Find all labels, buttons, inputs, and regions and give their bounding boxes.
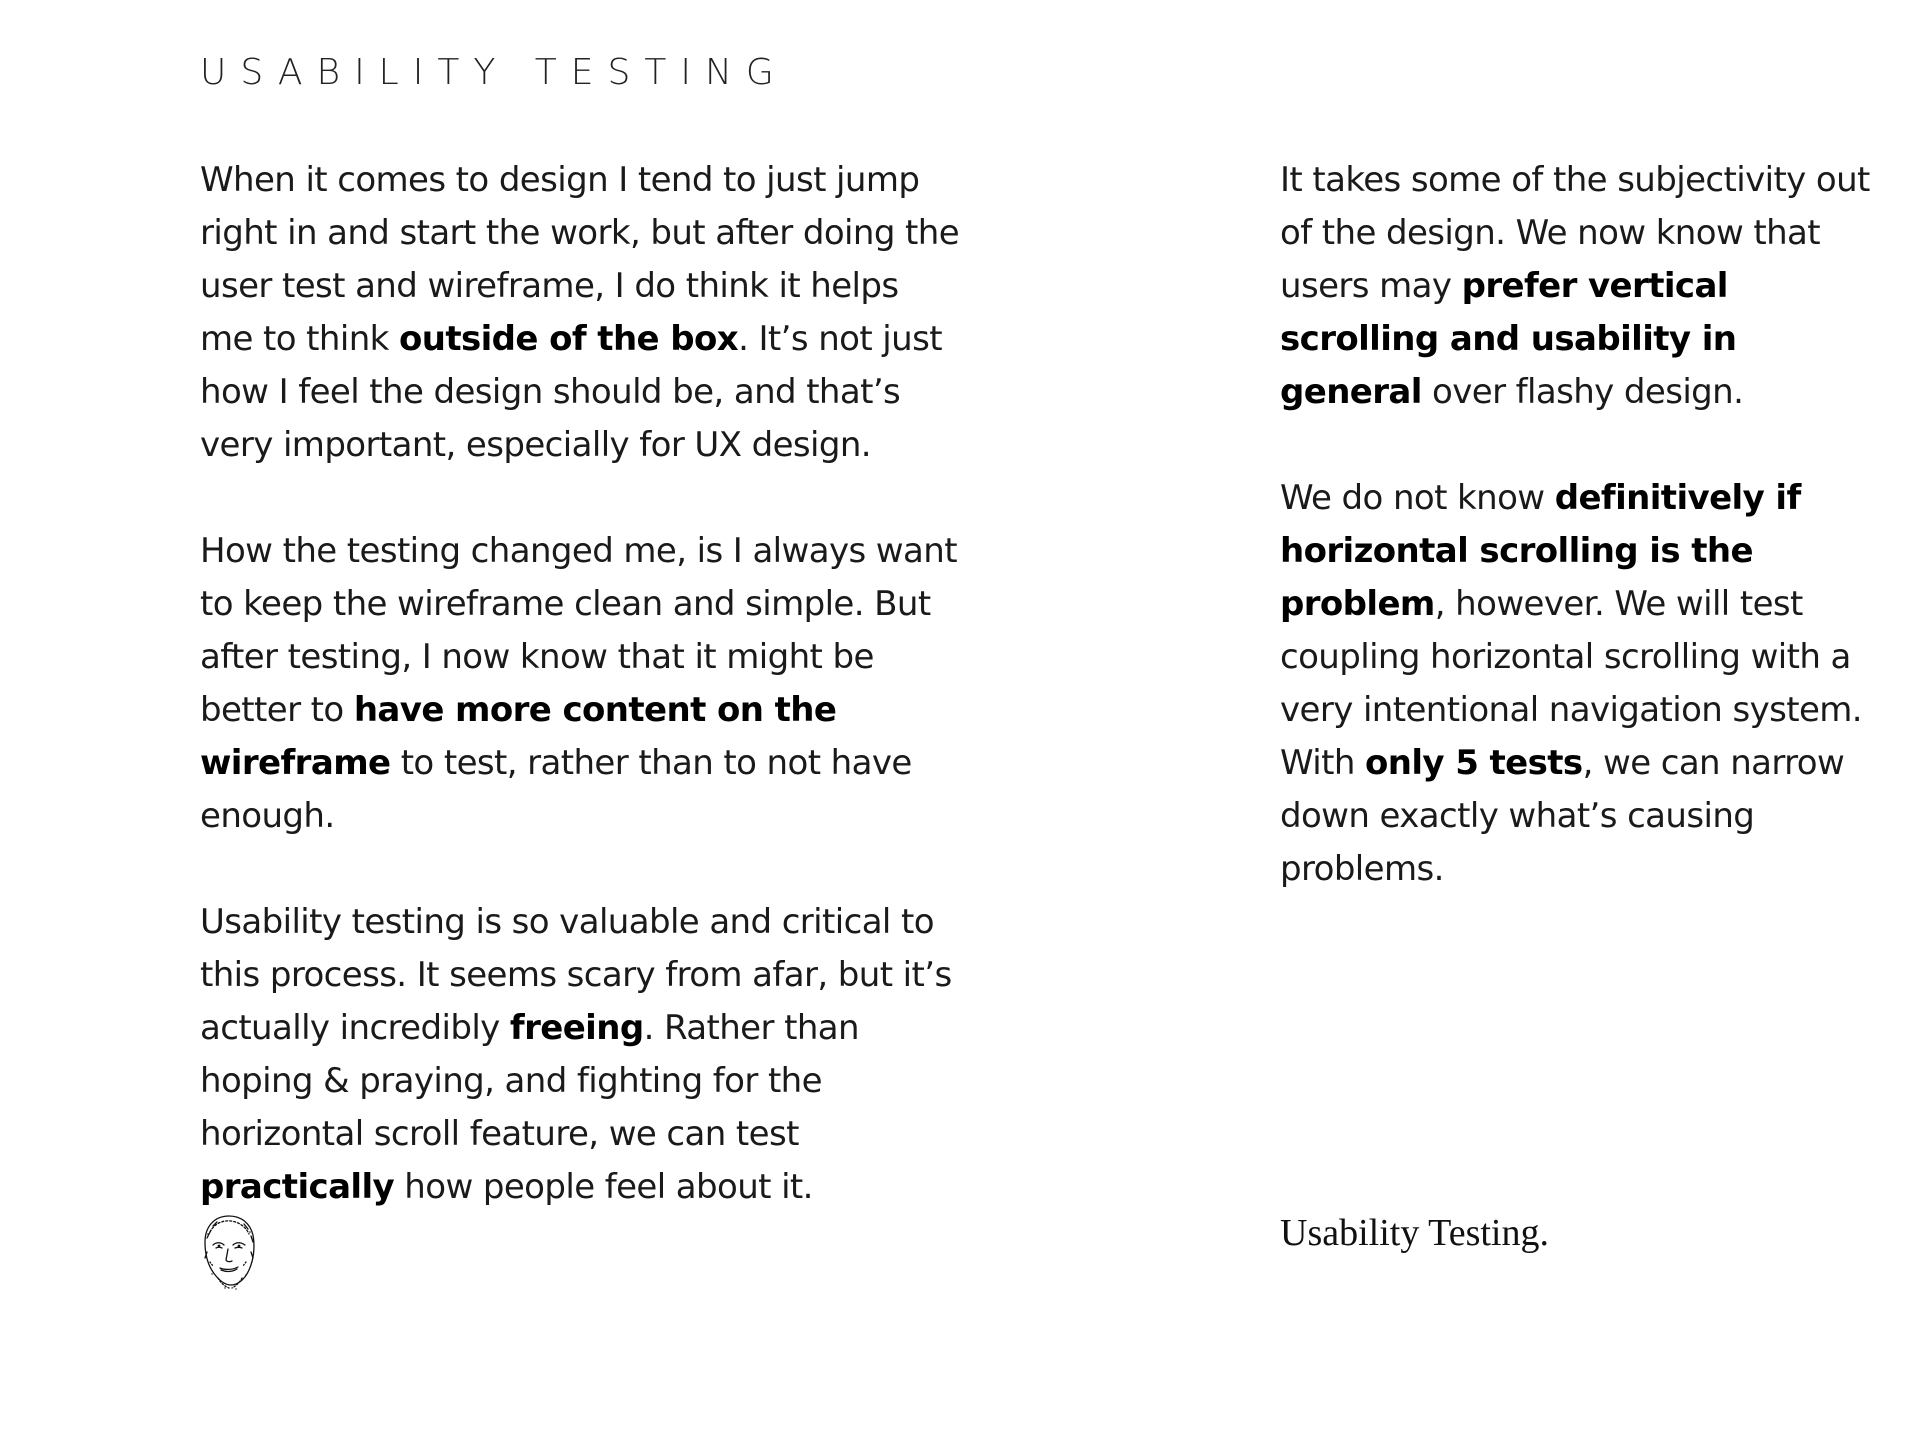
emphasis-text: only 5 tests xyxy=(1365,743,1583,783)
body-text: How the testing changed me, is I always want to keep the wireframe clean and simple. But after testing, I now know that it might be better to xyxy=(200,531,957,730)
emphasis-text: outside of the box xyxy=(398,319,739,359)
body-text: It takes some of the subjectivity out of the design. We now know that users may xyxy=(1280,160,1870,306)
body-text: , we can narrow down exactly what’s causing problems. xyxy=(1280,743,1845,889)
emphasis-text: freeing xyxy=(509,1008,644,1048)
body-text: how people feel about it. xyxy=(394,1167,813,1207)
page-title: USABILITY TESTING xyxy=(200,52,788,93)
body-text: Usability testing is so valuable and critical to this process. It seems scary from afar, but it’s actually incredibly xyxy=(200,902,952,1048)
paragraph xyxy=(1280,472,1880,896)
body-text: . Rather than hoping & praying, and fighting for the horizontal scroll feature, we can test xyxy=(200,1008,859,1154)
paragraph xyxy=(1280,154,1880,419)
body-text: We do not know xyxy=(1280,478,1555,518)
paragraph xyxy=(200,896,960,1214)
body-text: When it comes to design I tend to just jump right in and start the work, but after doing the user test and wireframe, I do think it helps me to think xyxy=(200,160,960,359)
paragraph xyxy=(200,154,960,472)
body-text: to test, rather than to not have enough. xyxy=(200,743,912,836)
footer-title: Usability Testing. xyxy=(1280,1212,1549,1254)
emphasis-text: have more content on the wireframe xyxy=(200,690,837,783)
emphasis-text: prefer vertical scrolling and usability in general xyxy=(1280,266,1737,412)
emphasis-text: definitively if horizontal scrolling is the problem xyxy=(1280,478,1801,624)
paragraph xyxy=(200,525,960,843)
body-text: . It’s not just how I feel the design should be, and that’s very important, especially for UX design. xyxy=(200,319,942,465)
body-text: , however. We will test coupling horizontal scrolling with a very intentional navigation system. With xyxy=(1280,584,1862,783)
right-column xyxy=(1280,154,1880,949)
face-sketch-icon xyxy=(198,1212,260,1292)
body-text: over flashy design. xyxy=(1421,372,1744,412)
left-column xyxy=(200,154,960,1267)
emphasis-text: practically xyxy=(200,1167,395,1207)
